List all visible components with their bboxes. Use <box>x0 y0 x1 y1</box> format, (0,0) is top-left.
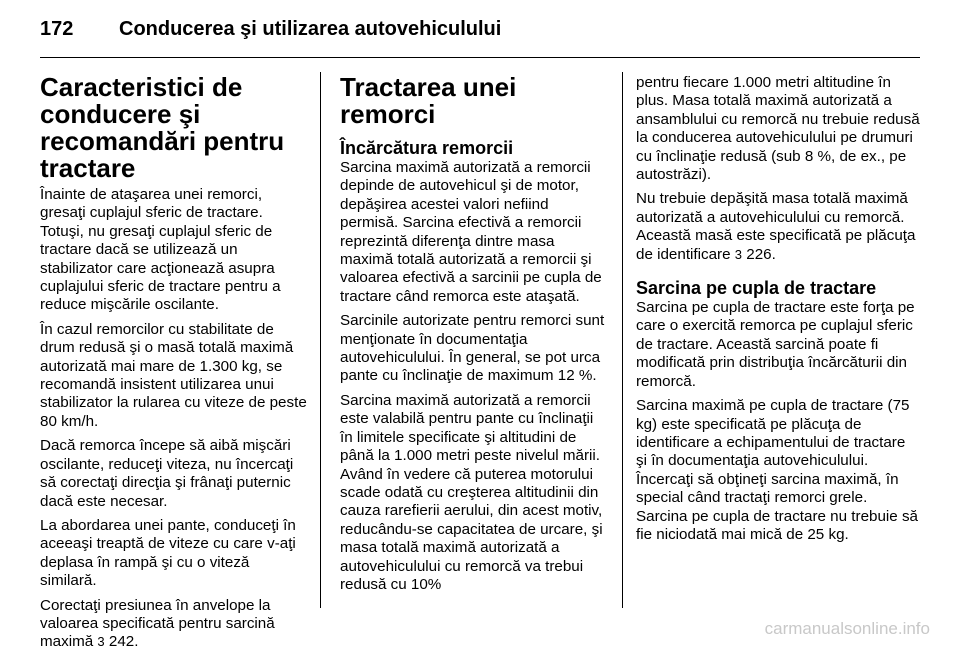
paragraph-max-mass <box>636 190 920 264</box>
paragraph: Sarcinile autorizate pentru remorci sunt menţionate în documentaţia autovehiculului. În general, se pot urca pante cu înclinaţie de maximum 12 %. <box>340 312 605 385</box>
paragraph-text: Corectaţi presiunea în anvelope la valoarea specificată pentru sarcină maximă <box>40 596 275 651</box>
column-2 <box>340 74 610 600</box>
page-number: 172 <box>40 18 74 40</box>
subheading-trailer-load: Încărcătura remorcii <box>340 138 514 158</box>
paragraph: Sarcina maximă pe cupla de tractare (75 kg) este specificată pe plăcuţa de identificare a echipamentului de tractare şi în documentaţia autovehiculului. Încercaţi să obţineţi sarcina maximă, în special când tractaţi remorci grele. Sarcina pe cupla de tractare nu trebuie să fie niciodată mai mică de 25 kg. <box>636 397 918 543</box>
page-ref-link[interactable]: 226. <box>746 245 776 263</box>
paragraph-text: Nu trebuie depăşită masa totală maximă autorizată a autovehiculului cu remorcă. Această masă este specificată pe plăcuţa de identificare <box>636 190 916 263</box>
subheading-coupling-load: Sarcina pe cupla de tractare <box>636 278 877 299</box>
page-ref-link[interactable]: 242. <box>108 633 139 651</box>
column-3 <box>636 74 920 550</box>
paragraph: Înainte de ataşarea unei remorci, gresaţi cuplajul sferic de tractare. Totuşi, nu gresaţi cuplajul sferic de tractare dacă se utilizează un stabilizator care acţionează asupra cuplajului sferic de tractare pentru a reduce mişcările oscilante. <box>40 186 281 314</box>
paragraph: pentru fiecare 1.000 metri altitudine în plus. Masa totală maximă autorizată a ansamblului cu remorcă nu trebuie redusă la conducerea autovehiculului pe drumuri cu înclinaţie redusă (sub 8 %, de ex., pe autostrăzi). <box>636 74 920 184</box>
column-divider-2 <box>622 72 623 608</box>
section-heading-towing: Tractarea unei remorci <box>340 72 517 129</box>
watermark: carmanualsonline.info <box>764 619 930 638</box>
paragraph: La abordarea unei pante, conduceţi în aceeaşi treaptă de viteze cu care v-aţi deplasa în rampă şi cu o viteză similară. <box>40 516 296 590</box>
section-heading-driving: Caracteristici de conducere şi recomandări pentru tractare <box>40 72 285 183</box>
paragraph: Sarcina pe cupla de tractare este forţa pe care o exercită remorca pe cuplajul sferic de tractare. Această sarcină poate fi modificată prin distribuţia încărcăturii din remorcă. <box>636 299 915 390</box>
paragraph: Dacă remorca începe să aibă mişcări oscilante, reduceţi viteza, nu încercaţi să corectaţi direcţia şi frânaţi puternic dacă este necesar. <box>40 437 294 510</box>
column-divider-1 <box>320 72 321 608</box>
page-header <box>40 14 920 44</box>
chapter-title: Conducerea şi utilizarea autovehiculului <box>119 18 502 40</box>
page-ref-icon: 3 <box>97 634 105 650</box>
column-1 <box>40 74 308 658</box>
page-ref-icon: 3 <box>734 246 743 262</box>
paragraph-tire-pressure <box>40 597 308 652</box>
paragraph: În cazul remorcilor cu stabilitate de drum redusă şi o masă totală maximă autorizată mai mare de 1.300 kg, se recomandă insistent utilizarea unui stabilizator la rularea cu viteze de peste 80 km/h. <box>40 320 307 430</box>
paragraph: Sarcina maximă autorizată a remorcii depinde de autovehicul şi de motor, depăşirea acestei valori nefiind permisă. Sarcina efectivă a remorcii reprezintă diferenţa dintre masa maximă totală autorizată a remorcii şi valoarea efectivă a sarcinii pe cupla de tractare când remorca este ataşată. <box>340 159 602 305</box>
paragraph: Sarcina maximă autorizată a remorcii este valabilă pentru pante cu înclinaţii în limitele specificate şi altitudini de până la 1.000 metri peste nivelul mării. Având în vedere că puterea motorului scade odată cu creşterea altitudinii din cauza rarefierii aerului, din acest motiv, reducându-se capacitatea de urcare, şi masa totală maximă autorizată a autovehiculului cu remorcă va trebui redusă cu 10% <box>340 391 603 593</box>
header-divider <box>40 57 920 58</box>
